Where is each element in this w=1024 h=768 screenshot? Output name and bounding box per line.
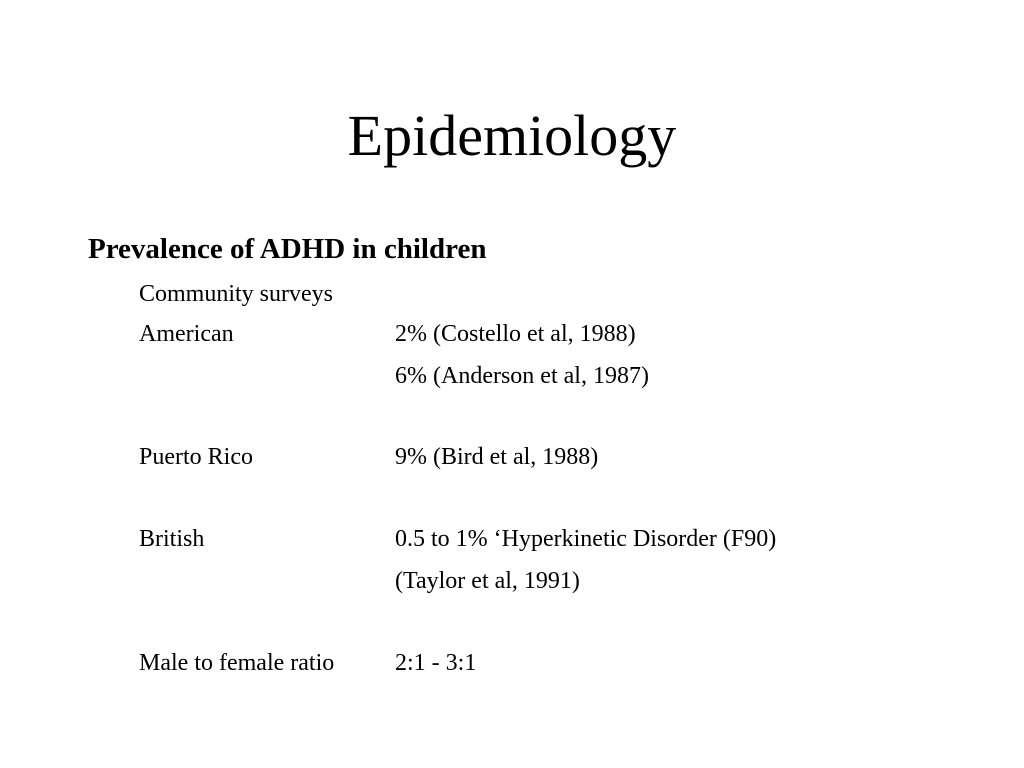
row-label-british: British xyxy=(139,526,205,552)
row-label-american: American xyxy=(139,321,234,347)
row-value-british-1: 0.5 to 1% ‘Hyperkinetic Disorder (F90) xyxy=(395,526,777,552)
row-label-puerto-rico: Puerto Rico xyxy=(139,444,253,470)
row-value-american-1: 2% (Costello et al, 1988) xyxy=(395,321,636,347)
row-value-male-female-ratio: 2:1 - 3:1 xyxy=(395,650,477,676)
row-value-british-2: (Taylor et al, 1991) xyxy=(395,568,580,594)
row-value-american-2: 6% (Anderson et al, 1987) xyxy=(395,363,649,389)
row-label-male-female-ratio: Male to female ratio xyxy=(139,650,335,676)
slide-title: Epidemiology xyxy=(347,103,677,168)
row-value-puerto-rico: 9% (Bird et al, 1988) xyxy=(395,444,599,470)
section-heading: Prevalence of ADHD in children xyxy=(88,233,487,265)
subheading-community-surveys: Community surveys xyxy=(139,281,334,307)
